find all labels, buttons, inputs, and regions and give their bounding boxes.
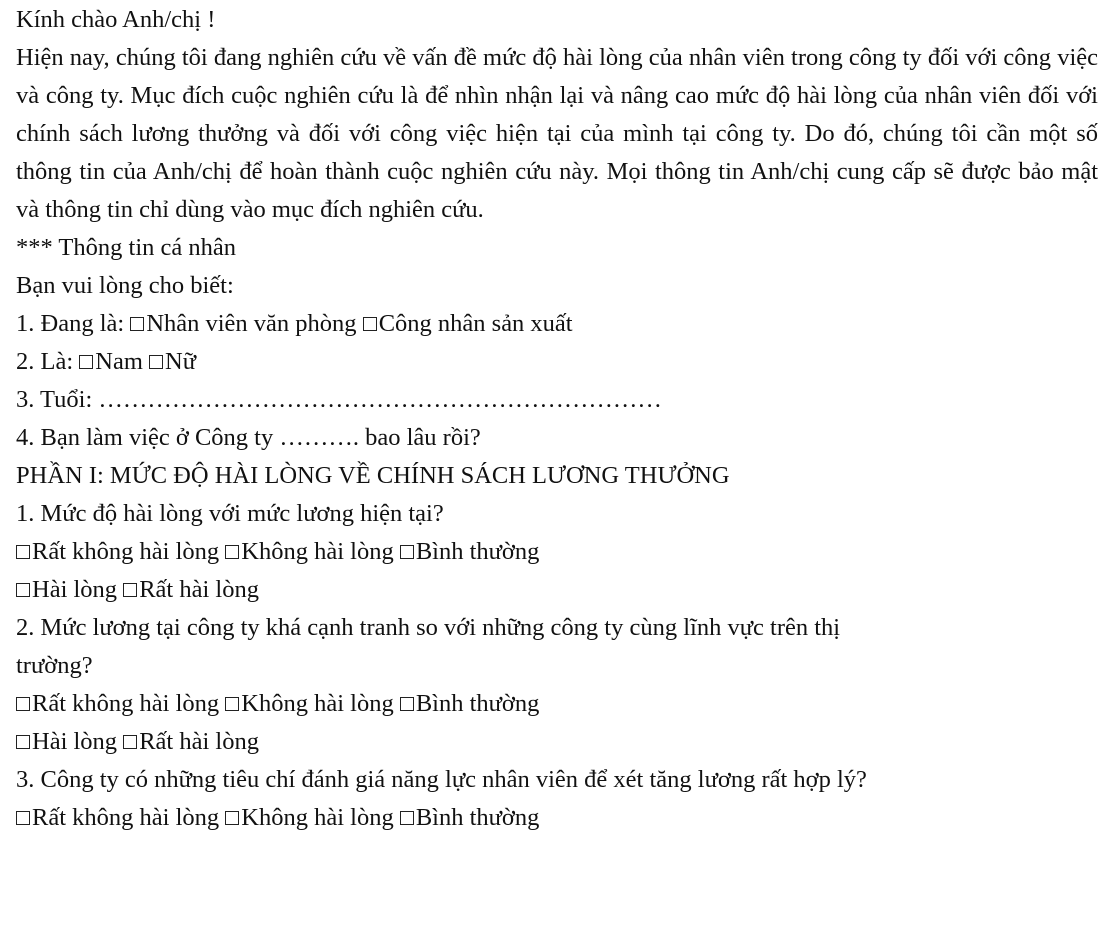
checkbox[interactable] [225, 697, 239, 711]
section-1-question-2-line-2: trường? [16, 652, 93, 679]
tenure-blank-field[interactable]: ………. [279, 424, 359, 451]
checkbox[interactable] [16, 697, 30, 711]
age-blank-field[interactable]: …………………………………………………………… [98, 386, 662, 413]
personal-question-2 [16, 343, 1098, 381]
option-very-dissatisfied[interactable]: Rất không hài lòng [16, 690, 219, 717]
option-very-dissatisfied[interactable]: Rất không hài lòng [16, 538, 219, 565]
personal-question-3 [16, 381, 1098, 419]
option-dissatisfied[interactable]: Không hài lòng [225, 538, 393, 565]
checkbox[interactable] [16, 545, 30, 559]
option-dissatisfied[interactable]: Không hài lòng [225, 690, 393, 717]
checkbox[interactable] [225, 545, 239, 559]
checkbox[interactable] [400, 545, 414, 559]
option-production-worker[interactable]: Công nhân sản xuất [363, 310, 573, 337]
checkbox[interactable] [79, 355, 93, 369]
option-very-dissatisfied[interactable]: Rất không hài lòng [16, 804, 219, 831]
checkbox[interactable] [400, 811, 414, 825]
checkbox[interactable] [363, 317, 377, 331]
checkbox[interactable] [16, 811, 30, 825]
checkbox[interactable] [225, 811, 239, 825]
checkbox[interactable] [400, 697, 414, 711]
rating-row-q3-a [16, 799, 1098, 837]
question-label: 3. Tuổi: [16, 386, 93, 413]
checkbox[interactable] [123, 735, 137, 749]
section-1-question-1: 1. Mức độ hài lòng với mức lương hiện tại? [16, 500, 444, 527]
rating-row-q2-b [16, 723, 1098, 761]
option-neutral[interactable]: Bình thường [400, 690, 540, 717]
personal-question-4 [16, 419, 1098, 457]
option-neutral[interactable]: Bình thường [400, 538, 540, 565]
checkbox[interactable] [123, 583, 137, 597]
option-female[interactable]: Nữ [149, 348, 196, 375]
personal-question-1 [16, 305, 1098, 343]
section-1-title: PHẦN I: MỨC ĐỘ HÀI LÒNG VỀ CHÍNH SÁCH LƯƠNG THƯỞNG [16, 462, 730, 489]
checkbox[interactable] [130, 317, 144, 331]
option-office-staff[interactable]: Nhân viên văn phòng [130, 310, 356, 337]
section-1-question-3: 3. Công ty có những tiêu chí đánh giá năng lực nhân viên để xét tăng lương rất hợp lý? [16, 766, 867, 793]
question-label: 2. Là: [16, 348, 74, 375]
option-satisfied[interactable]: Hài lòng [16, 576, 117, 603]
option-very-satisfied[interactable]: Rất hài lòng [123, 728, 259, 755]
question-prefix: 4. Bạn làm việc ở Công ty [16, 424, 274, 451]
option-satisfied[interactable]: Hài lòng [16, 728, 117, 755]
intro-paragraph: Hiện nay, chúng tôi đang nghiên cứu về vấn đề mức độ hài lòng của nhân viên trong công ty đối với công việc và công ty. Mục đích cuộc nghiên cứu là để nhìn nhận lại và nâng cao mức độ hài lòng của nhân viên đối với chính sách lương thưởng và đối với công việc hiện tại của mình tại công ty. Do đó, chúng tôi cần một số thông tin của Anh/chị để hoàn thành cuộc nghiên cứu này. Mọi thông tin Anh/chị cung cấp sẽ được bảo mật và thông tin chỉ dùng vào mục đích nghiên cứu. [16, 44, 1098, 223]
option-male[interactable]: Nam [79, 348, 143, 375]
personal-info-heading: *** Thông tin cá nhân [16, 234, 237, 261]
rating-row-q1-b [16, 571, 1098, 609]
greeting: Kính chào Anh/chị ! [16, 6, 216, 33]
checkbox[interactable] [16, 735, 30, 749]
section-1-question-2-line-1: 2. Mức lương tại công ty khá cạnh tranh so với những công ty cùng lĩnh vực trên thị [16, 614, 841, 641]
question-label: 1. Đang là: [16, 310, 125, 337]
rating-row-q1-a [16, 533, 1098, 571]
option-neutral[interactable]: Bình thường [400, 804, 540, 831]
rating-row-q2-a [16, 685, 1098, 723]
option-very-satisfied[interactable]: Rất hài lòng [123, 576, 259, 603]
survey-document [16, 0, 1098, 837]
question-suffix: bao lâu rồi? [365, 424, 481, 451]
personal-info-prompt: Bạn vui lòng cho biết: [16, 272, 234, 299]
checkbox[interactable] [149, 355, 163, 369]
checkbox[interactable] [16, 583, 30, 597]
option-dissatisfied[interactable]: Không hài lòng [225, 804, 393, 831]
